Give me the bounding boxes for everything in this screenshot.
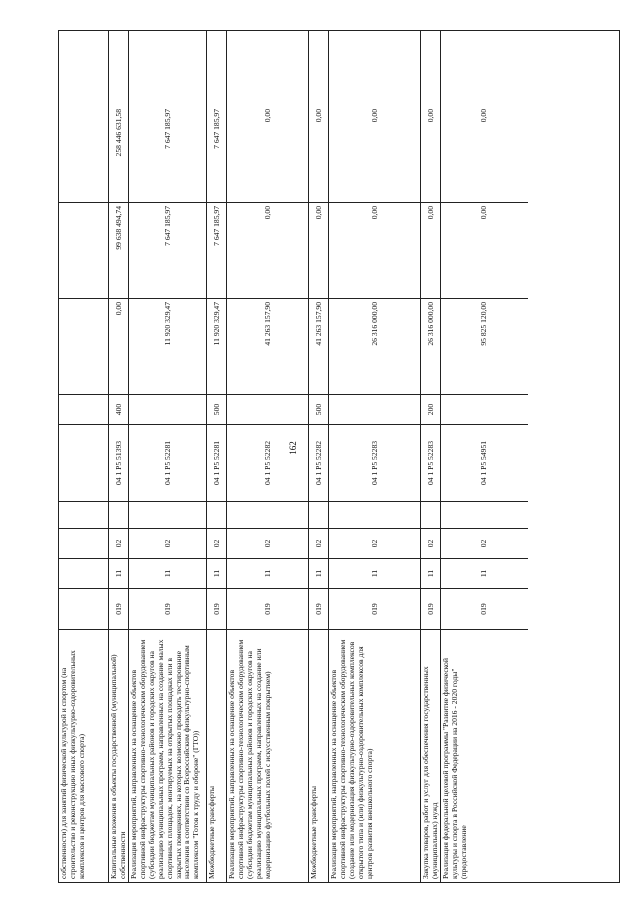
cell-amount-2	[109, 203, 129, 299]
cell-code-text: 019	[211, 603, 221, 615]
cell-amount-2-text: 7 647 185,97	[162, 206, 172, 246]
cell-amount-3-text: 0,00	[479, 109, 489, 123]
table-row	[59, 31, 109, 882]
row-description	[329, 630, 421, 882]
cell-section	[59, 559, 109, 589]
cell-code	[309, 589, 329, 630]
cell-program	[129, 425, 207, 502]
row-description	[309, 630, 329, 882]
cell-subsection	[309, 529, 329, 559]
table-row	[109, 31, 129, 882]
cell-program-text: 04 1 Р5 51393	[113, 440, 123, 486]
cell-amount-2	[309, 203, 329, 299]
cell-expense-type	[59, 395, 109, 425]
cell-program-text: 04 1 Р5 52283	[425, 440, 435, 486]
cell-expense-type	[207, 395, 227, 425]
cell-amount-1	[207, 299, 227, 395]
cell-expense-type-text: 500	[313, 403, 323, 416]
table-row	[207, 31, 227, 882]
cell-amount-3	[109, 106, 129, 203]
cell-program	[109, 425, 129, 502]
cell-section-text: 11	[369, 569, 379, 578]
cell-subsection-text: 02	[211, 539, 221, 548]
table-row	[329, 31, 421, 882]
cell-section-text: 11	[262, 569, 272, 578]
cell-program	[421, 425, 441, 502]
cell-amount-1-text: 41 263 157,90	[313, 302, 323, 346]
cell-expense-type-text: 200	[425, 403, 435, 416]
cell-amount-1-text: 11 920 329,47	[162, 302, 172, 346]
cell-amount-1-text: 41 263 157,90	[262, 302, 272, 346]
cell-amount-1	[59, 299, 109, 395]
cell-amount-1-text: 11 920 329,47	[211, 302, 221, 346]
cell-amount-2	[421, 203, 441, 299]
row-description-text: Межбюджетные трансферты	[309, 786, 318, 879]
cell-subsection	[329, 529, 421, 559]
cell-amount-3-text: 7 647 185,97	[162, 109, 172, 149]
table-row	[227, 31, 309, 882]
row-description	[109, 630, 129, 882]
cell-code-text: 019	[162, 603, 172, 615]
cell-amount-3	[309, 106, 329, 203]
cell-program	[207, 425, 227, 502]
budget-table	[58, 30, 620, 883]
cell-amount-3	[329, 106, 421, 203]
cell-amount-3-text: 258 446 631,58	[113, 109, 123, 157]
table-row	[421, 31, 441, 882]
cell-subsection	[129, 529, 207, 559]
cell-blank	[59, 502, 109, 529]
cell-expense-type	[129, 395, 207, 425]
cell-code-text: 019	[313, 603, 323, 615]
cell-program	[309, 425, 329, 502]
cell-amount-1-text: 26 316 000,00	[369, 302, 379, 346]
cell-section-text: 11	[211, 569, 221, 578]
cell-section	[309, 559, 329, 589]
row-description-text: Реализация мероприятий, направленных на оснащение объектов спортивной инфраструктуры спортивно-технологическим оборудованием (субсидии бюджетам муниципальных районов и городских округов на реализацию муниципальных программ, направленных на создание малых спортивных площадок, монтируемых на открытых площадках или в закрытых помещениях, на которых возможно проводить тестирование населения в соответствии со Всероссийским физкультурно-спортивным комплексом "Готов к труду и обороне" (ГТО))	[129, 639, 201, 879]
row-description-text: собственности) для занятий физической культурой и спортом (на строительство и реконструкцию иных физкультурно-оздоровительных комплексов и центров для массового спорта)	[59, 650, 86, 879]
cell-program-text: 04 1 Р5 52281	[211, 440, 221, 486]
cell-amount-2-text: 0,00	[369, 206, 379, 220]
cell-amount-2	[207, 203, 227, 299]
cell-code	[59, 589, 109, 630]
page-number: 162	[288, 441, 298, 455]
cell-subsection	[421, 529, 441, 559]
row-description-text: Закупка товаров, работ и услуг для обеспечения государственных (муниципальных) нужд	[421, 666, 439, 879]
cell-amount-1-text: 95 825 120,00	[479, 302, 489, 346]
cell-code	[207, 589, 227, 630]
table-row	[441, 31, 528, 882]
cell-section	[421, 559, 441, 589]
cell-expense-type-text: 400	[113, 403, 123, 416]
cell-section-text: 11	[162, 569, 172, 578]
row-description-text: Реализация мероприятий, направленных на оснащение объектов спортивной инфраструктуры спортивно-технологическим оборудованием (создание или модернизация физкультурно-оздоровительных комплексов открытого типа и (или) физкультурно-оздоровительных комплексов для центров развития внешкольного спорта)	[329, 639, 374, 879]
cell-subsection-text: 02	[313, 539, 323, 548]
cell-amount-2-text: 0,00	[313, 206, 323, 220]
cell-blank	[309, 502, 329, 529]
cell-expense-type	[441, 395, 528, 425]
cell-subsection-text: 02	[113, 539, 123, 548]
cell-subsection-text: 02	[162, 539, 172, 548]
cell-subsection-text: 02	[369, 539, 379, 548]
cell-code	[109, 589, 129, 630]
cell-amount-1	[227, 299, 309, 395]
cell-amount-3-text: 0,00	[313, 109, 323, 123]
cell-amount-3	[59, 106, 109, 203]
cell-subsection-text: 02	[425, 539, 435, 548]
cell-amount-2	[129, 203, 207, 299]
cell-amount-1	[329, 299, 421, 395]
cell-section-text: 11	[113, 569, 123, 578]
cell-amount-3	[207, 106, 227, 203]
row-description-text: Межбюджетные трансферты	[207, 786, 216, 879]
cell-expense-type	[309, 395, 329, 425]
cell-amount-3	[421, 106, 441, 203]
cell-amount-3	[441, 106, 528, 203]
cell-expense-type-text: 500	[211, 403, 221, 416]
cell-amount-1-text: 26 316 000,00	[425, 302, 435, 346]
cell-amount-1-text: 0,00	[113, 302, 123, 316]
cell-subsection	[441, 529, 528, 559]
cell-amount-2-text: 99 638 494,74	[113, 206, 123, 250]
cell-code-text: 019	[369, 603, 379, 615]
row-description	[129, 630, 207, 882]
cell-amount-3-text: 7 647 185,97	[211, 109, 221, 149]
cell-section	[207, 559, 227, 589]
cell-amount-3	[227, 106, 309, 203]
cell-program	[59, 425, 109, 502]
row-description	[421, 630, 441, 882]
cell-section	[329, 559, 421, 589]
cell-program	[441, 425, 528, 502]
cell-code-text: 019	[113, 603, 123, 615]
cell-section-text: 11	[313, 569, 323, 578]
cell-section-text: 11	[425, 569, 435, 578]
cell-code	[329, 589, 421, 630]
cell-amount-1	[421, 299, 441, 395]
cell-subsection	[109, 529, 129, 559]
cell-amount-2-text: 0,00	[479, 206, 489, 220]
cell-amount-3	[129, 106, 207, 203]
cell-amount-2-text: 0,00	[262, 206, 272, 220]
cell-blank	[227, 502, 309, 529]
row-description	[441, 630, 528, 882]
table-row	[309, 31, 329, 882]
cell-amount-1	[129, 299, 207, 395]
cell-program-text: 04 1 Р5 54951	[479, 440, 489, 486]
cell-expense-type	[329, 395, 421, 425]
cell-amount-3-text: 0,00	[262, 109, 272, 123]
cell-program-text: 04 1 Р5 52282	[313, 440, 323, 486]
row-description	[207, 630, 227, 882]
cell-section-text: 11	[479, 569, 489, 578]
cell-blank	[421, 502, 441, 529]
cell-program-text: 04 1 Р5 52283	[369, 440, 379, 486]
row-description-text: Реализация федеральной целевой программы "Развитие физической культуры и спорта в Российской Федерации на 2016 - 2020 годы" (предоставление	[441, 658, 468, 879]
cell-subsection	[227, 529, 309, 559]
cell-amount-3-text: 0,00	[369, 109, 379, 123]
cell-blank	[129, 502, 207, 529]
cell-blank	[207, 502, 227, 529]
cell-amount-2	[329, 203, 421, 299]
cell-amount-1	[441, 299, 528, 395]
row-description-text: Реализация мероприятий, направленных на оснащение объектов спортивной инфраструктуры спортивно-технологическим оборудованием (субсидии бюджетам муниципальных районов и городских округов на реализацию муниципальных программ, направленных на создание или модернизацию футбольных полей с искусственным покрытием)	[227, 639, 272, 879]
cell-amount-2	[227, 203, 309, 299]
cell-subsection-text: 02	[479, 539, 489, 548]
cell-subsection	[59, 529, 109, 559]
table-row	[129, 31, 207, 882]
cell-program	[227, 425, 309, 502]
cell-code	[421, 589, 441, 630]
cell-amount-2-text: 0,00	[425, 206, 435, 220]
row-description-text: Капитальные вложения в объекты государственной (муниципальной) собственности	[109, 654, 127, 879]
cell-amount-1	[309, 299, 329, 395]
row-description	[227, 630, 309, 882]
cell-section	[227, 559, 309, 589]
cell-expense-type	[109, 395, 129, 425]
cell-code	[129, 589, 207, 630]
cell-code-text: 019	[425, 603, 435, 615]
cell-amount-3-text: 0,00	[425, 109, 435, 123]
cell-amount-2	[59, 203, 109, 299]
cell-blank	[329, 502, 421, 529]
cell-amount-2-text: 7 647 185,97	[211, 206, 221, 246]
cell-expense-type	[421, 395, 441, 425]
cell-program	[329, 425, 421, 502]
cell-amount-1	[109, 299, 129, 395]
cell-code	[227, 589, 309, 630]
cell-code-text: 019	[479, 603, 489, 615]
cell-program-text: 04 1 Р5 52281	[162, 440, 172, 486]
cell-subsection-text: 02	[262, 539, 272, 548]
cell-code	[441, 589, 528, 630]
row-description	[59, 630, 109, 882]
cell-blank	[441, 502, 528, 529]
cell-code-text: 019	[262, 603, 272, 615]
cell-blank	[109, 502, 129, 529]
cell-program-text: 04 1 Р5 52282	[262, 440, 272, 486]
cell-section	[109, 559, 129, 589]
cell-section	[129, 559, 207, 589]
cell-subsection	[207, 529, 227, 559]
cell-section	[441, 559, 528, 589]
cell-amount-2	[441, 203, 528, 299]
cell-expense-type	[227, 395, 309, 425]
